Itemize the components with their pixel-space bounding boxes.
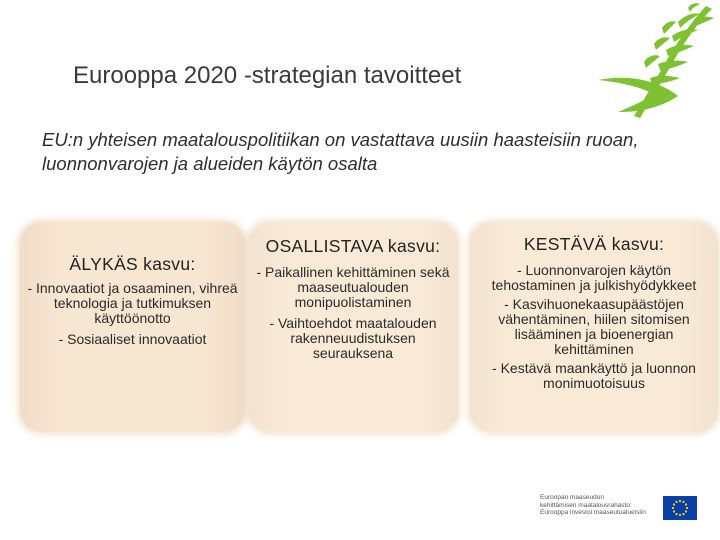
eafrd-logo-text bbox=[540, 494, 660, 517]
inclusive-growth-box bbox=[248, 222, 458, 432]
logo-line: kehittämisen maatalousrahasto: bbox=[540, 501, 632, 509]
sustainable-growth-box bbox=[470, 222, 718, 432]
box-item: - Kestävä maankäyttö ja luonnon monimuotoisuus bbox=[492, 360, 696, 391]
box-heading: KESTÄVÄ kasvu: bbox=[523, 234, 665, 254]
box-heading: OSALLISTAVA kasvu: bbox=[265, 236, 441, 256]
smart-growth-box bbox=[20, 222, 245, 432]
logo-line: Euroopan maaseudun bbox=[540, 494, 604, 501]
box-item: - Sosiaaliset innovaatiot bbox=[58, 331, 207, 347]
box-item: - Vaihtoehdot maatalouden rakenneuudistuksen seurauksena bbox=[269, 315, 437, 361]
box-heading: ÄLYKÄS kasvu: bbox=[69, 254, 196, 274]
box-item: - Luonnonvarojen käytön tehostaminen ja julkishyödykkeet bbox=[491, 262, 697, 293]
eu-flag-icon bbox=[663, 496, 697, 520]
box-item: - Kasvihuonekaasupäästöjen vähentäminen, hiilen sitomisen lisääminen ja bioenergian kehittäminen bbox=[498, 296, 690, 357]
slide-title: Eurooppa 2020 -strategian tavoitteet bbox=[73, 62, 462, 89]
box-item: - Innovaatiot ja osaaminen, vihreä teknologia ja tutkimuksen käyttöönotto bbox=[27, 280, 238, 326]
logo-line: Eurooppa investoi maaseutualueisiin bbox=[540, 509, 646, 516]
slide-subtitle: EU:n yhteisen maatalouspolitiikan on vastattava uusiin haasteisiin ruoan, luonnonvarojen ja alueiden käytön osalta bbox=[42, 129, 639, 174]
fern-logo bbox=[588, 0, 720, 122]
box-item: - Paikallinen kehittäminen sekä maaseutualouden monipuolistaminen bbox=[256, 264, 450, 310]
